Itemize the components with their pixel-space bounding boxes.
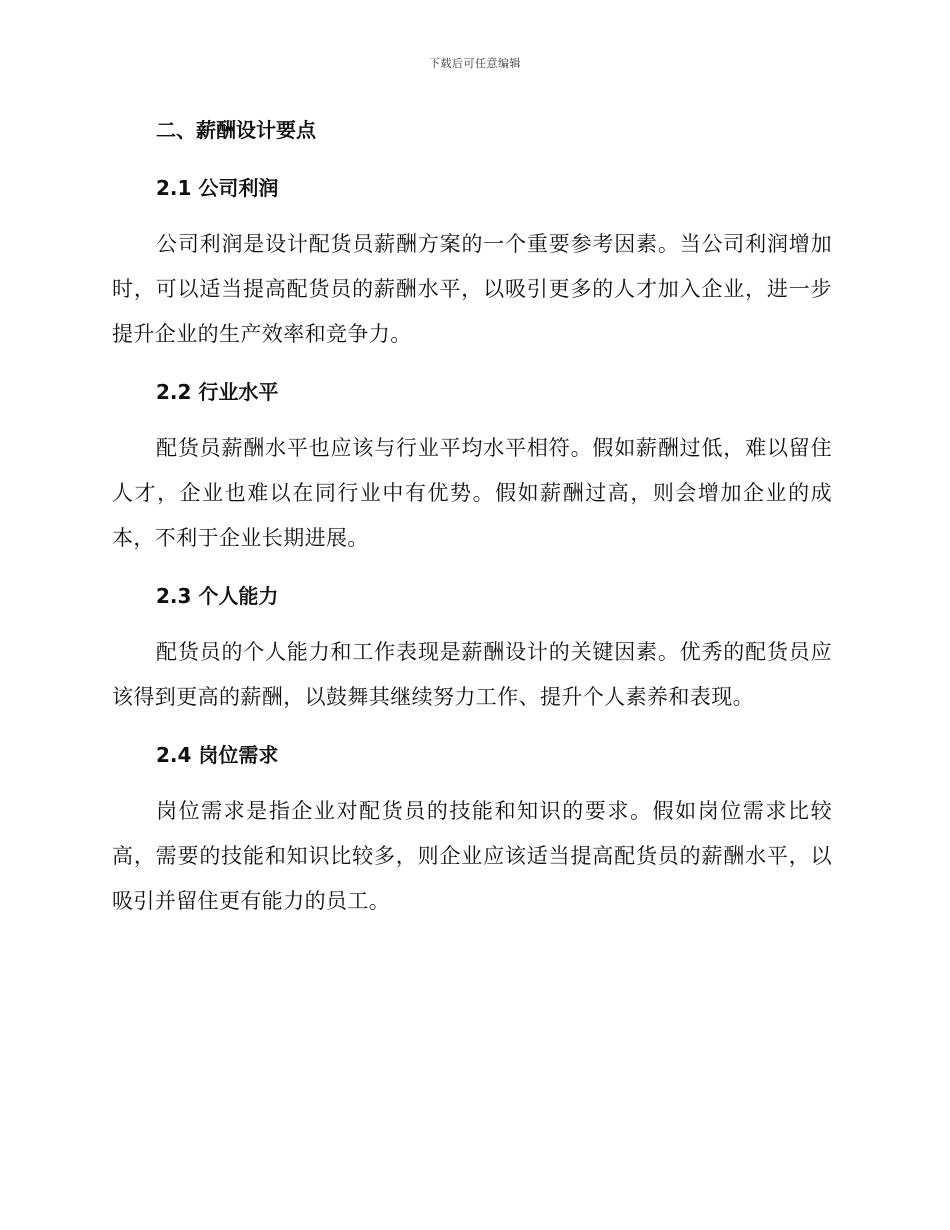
- paragraph-position-demand: 岗位需求是指企业对配货员的技能和知识的要求。假如岗位需求比较高，需要的技能和知识比较多，则企业应该适当提高配货员的薪酬水平，以吸引并留住更有能力的员工。: [112, 799, 832, 913]
- document-body: [112, 110, 832, 924]
- paragraph-personal-ability: 配货员的个人能力和工作表现是薪酬设计的关键因素。优秀的配货员应该得到更高的薪酬，以鼓舞其继续努力工作、提升个人素养和表现。: [112, 640, 832, 709]
- paragraph-industry-level: 配货员薪酬水平也应该与行业平均水平相符。假如薪酬过低，难以留住人才，企业也难以在同行业中有优势。假如薪酬过高，则会增加企业的成本，不利于企业长期进展。: [112, 436, 832, 550]
- subsection-title-position-demand: 2.4 岗位需求: [156, 743, 279, 767]
- subsection-title-company-profit: 2.1 公司利润: [156, 176, 279, 200]
- paragraph-company-profit: 公司利润是设计配货员薪酬方案的一个重要参考因素。当公司利润增加时，可以适当提高配货员的薪酬水平，以吸引更多的人才加入企业，进一步提升企业的生产效率和竞争力。: [112, 232, 832, 346]
- header-note: 下载后可任意编辑: [429, 57, 521, 70]
- section-title: 二、薪酬设计要点: [156, 118, 316, 142]
- subsection-title-personal-ability: 2.3 个人能力: [156, 584, 279, 608]
- subsection-title-industry-level: 2.2 行业水平: [156, 380, 279, 404]
